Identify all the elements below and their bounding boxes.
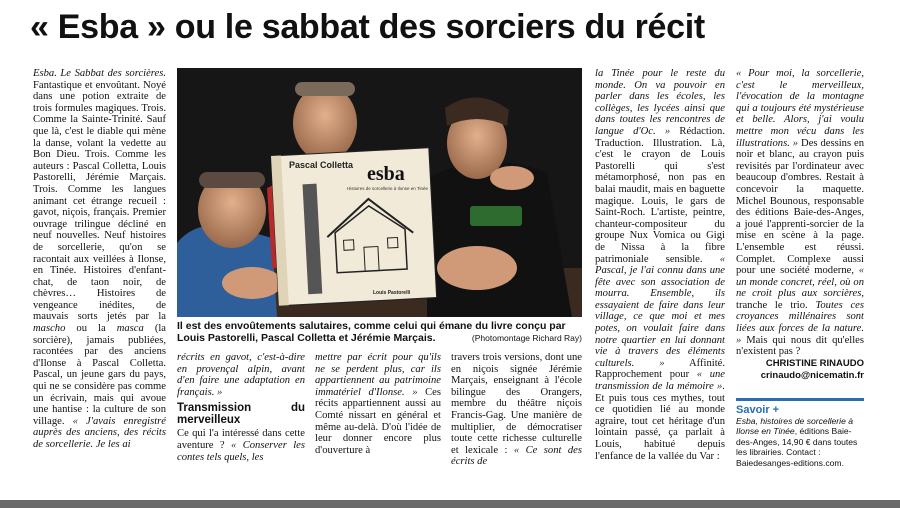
- article-column-6: « Pour moi, la sorcellerie, c'est le merveilleux, l'évocation de la montagne qui a toujours été mystérieuse et belle. Alors, j'ai voulu mettre mon vécu dans les illustrations. » Des dessins en noir et blanc, au crayon puis revisités par l'ordinateur avec beaucoup d'ombres. Restait à concevoir la maquette. Michel Bounous, responsable des éditions Baie-des-Anges, a joué l'apprenti-sorcier de la mise en scène à la page. L'ensemble est réussi. Complet. Complexe aussi pour une société moderne, « un monde concret, réel, où on ne croit plus aux sorcières, tranche le trio. Toutes ces croyances millénaires sont liées aux forces de la nature. » Mais qui nous dit qu'elles n'existent pas ? CHRISTINE RINAUDO crinaudo@nicematin.fr: [736, 68, 864, 381]
- book-coauthor: Louis Pastorelli: [373, 290, 411, 296]
- subheading: Transmission du merveilleux: [177, 402, 305, 427]
- headline: « Esba » ou le sabbat des sorciers du récit: [30, 8, 705, 46]
- author-email[interactable]: crinaudo@nicematin.fr: [760, 369, 864, 381]
- article-column-3: mettre par écrit pour qu'ils ne se perdent plus, car ils appartiennent au patrimoine immatériel d'Ilonse. » Ces récits appartiennent aussi au Comté nissart en général et même au-delà. D'où l'idée de leur donner encore plus d'ouverture à: [315, 352, 441, 456]
- article-column-2: récrits en gavot, c'est-à-dire en provençal alpin, avant d'en faire une adaptation en français. » Transmission du merveilleux Ce qui l'a intéressé dans cette aventure ? « Conserver les contes tels quels, les: [177, 352, 305, 463]
- photo-illustration: [177, 68, 582, 317]
- author-name: CHRISTINE RINAUDO: [765, 357, 864, 369]
- article-photo: [177, 68, 582, 317]
- column-1-text: Esba. Le Sabbat des sorcières. Fantastique et envoûtant. Noyé dans une potion extraite de trois formules magiques. Trois. Comme la Sainte-Trinité. Sauf que là, c'est le diable qui mène la danse, volant la vedette au Bon Dieu. Trois. Comme les auteurs : Pascal Colletta, Louis Pastorelli, Jérémie Marçais. Trois. Comme les langues animant cet étrange recueil : gavot, niçois, français. Premier ouvrage trilingue décliné en neuf nouvelles. Neuf histoires de sorcellerie, qu'on se racontait aux veillées à Ilonse, en Tinée. Histoires d'enfant-chat, de taon noir, de chèvres… Histoires de vengeance inédites, de mauvais sorts jetés par la mascho ou la masca (la sorcière), jamais publiées, racontées par des anciens d'Ilonse à Pascal Colletta. Pascal, un jeune gars du pays, qui ne se considère pas comme un écrivain, mais qui avoue une hantise : la culture de son village. « J'avais enregistré auprès des anciens, des récits de sorcellerie. Je les ai: [33, 68, 166, 450]
- bottom-bar: [0, 500, 900, 508]
- book-author-1: Pascal Colletta: [289, 160, 354, 170]
- photo-caption: Il est des envoûtements salutaires, comme celui qui émane du livre conçu par Louis Pastorelli, Pascal Colletta et Jérémie Marçais. (Photomontage Richard Ray): [177, 320, 582, 344]
- article-column-5: la Tinée pour le reste du monde. On va pouvoir en parler dans les écoles, les collèges, les lycées ainsi que dans toutes les rencontres de langue d'Oc. » Rédaction. Traduction. Illustration. Là, c'est le crayon de Louis Pastorelli qui s'est métamorphosé, non pas en balai maudit, mais en baguette magique. Louis, le gars de Saint-Roch. L'artiste, peintre, chanteur-compositeur du groupe Nux Vomica ou Gigi de Nissa à la fibre patrimoniale sensible. « Pascal, je l'ai connu dans une fête avec son association de mourra. Ensemble, ils essayaient de faire dans leur village, ce que moi et mes potes, on voulait faire dans notre quartier en lui donnant vie à travers des éléments culturels. » Affinité. Rapprochement pour « une transmission de la mémoire ». Et puis tous ces mythes, tout ce quotidien lié au monde agraire, tout cet héritage d'un lointain passé, ça parlait à Louis, habitué depuis l'enfance de la vallée du Var :: [595, 68, 725, 462]
- book-subtitle: Histoires de sorcellerie à Ilonse en Tinée: [347, 186, 429, 191]
- article-column-4: travers trois versions, dont une en niçois signée Jérémie Marçais, enseignant à l'école bilingue des Orangers, membre du théâtre niçois Francis-Gag. Une manière de multiplier, de démocratiser toute cette richesse culturelle et lexicale : « Ce sont des écrits de: [451, 352, 582, 468]
- lead-text: Esba. Le Sabbat des sorcières.: [33, 68, 166, 79]
- article-column-1: [33, 68, 166, 500]
- book-title: esba: [367, 163, 405, 185]
- savoir-plus-text: Esba, histoires de sorcellerie à Ilonse en Tinée, éditions Baie-des-Anges, 14,90 € dans toutes les librairies. Contact : Baiedesanges-editions.com.: [736, 416, 858, 468]
- savoir-plus-title: Savoir +: [736, 404, 780, 416]
- savoir-plus-box: [736, 398, 864, 468]
- photo-credit: (Photomontage Richard Ray): [471, 333, 582, 343]
